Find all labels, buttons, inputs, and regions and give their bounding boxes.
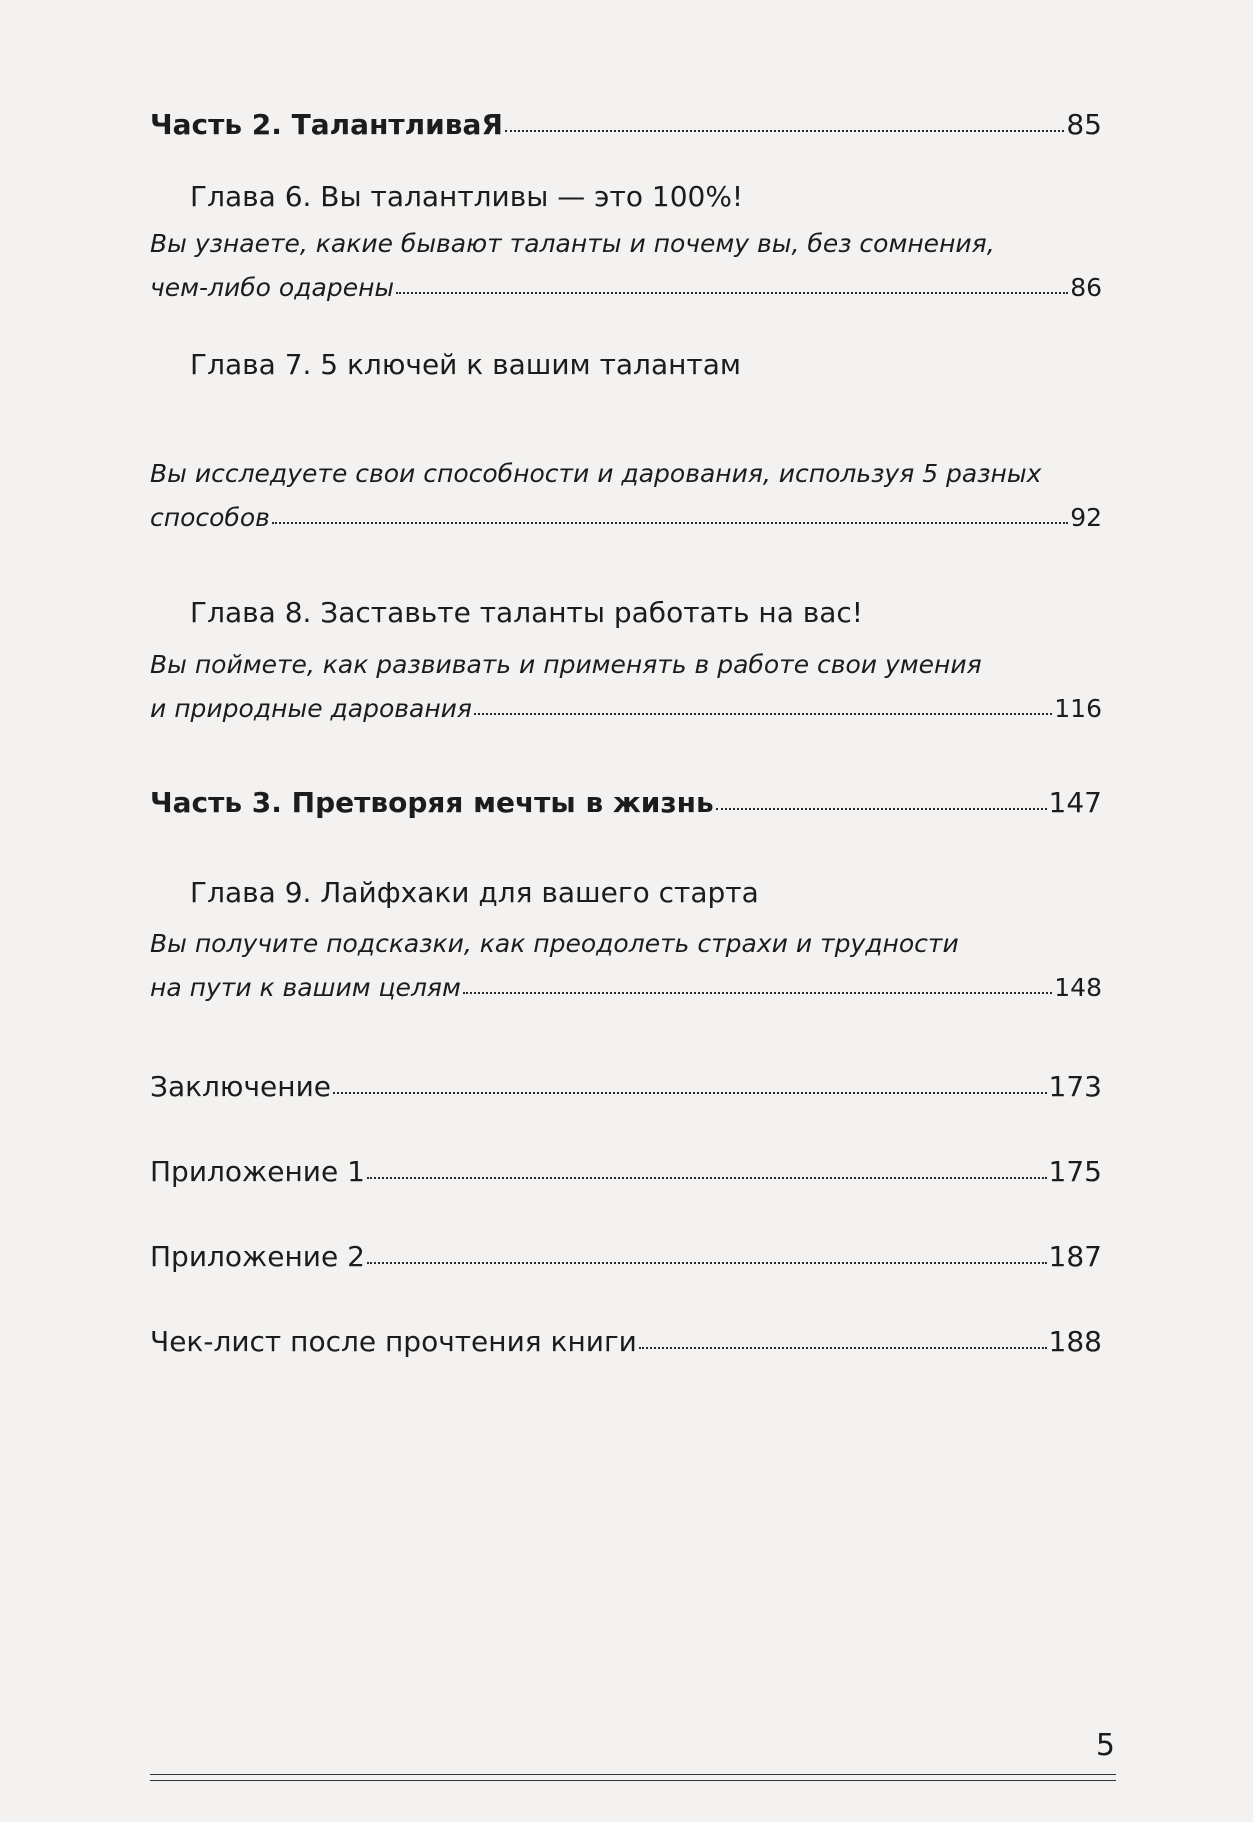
toc-appendix-2 bbox=[150, 1240, 1102, 1273]
toc-entry-page: 175 bbox=[1048, 1155, 1102, 1188]
toc-chapter-8-title bbox=[150, 596, 1142, 629]
toc-entry-page: 187 bbox=[1048, 1240, 1102, 1273]
dot-leader bbox=[396, 288, 1068, 294]
toc-desc-line: на пути к вашим целям bbox=[150, 973, 461, 1002]
toc-conclusion bbox=[150, 1070, 1102, 1103]
dot-leader bbox=[367, 1258, 1047, 1264]
toc-desc-line: способов bbox=[150, 503, 270, 532]
toc-entry-page: 85 bbox=[1066, 108, 1102, 141]
dot-leader bbox=[367, 1173, 1047, 1179]
dot-leader bbox=[463, 988, 1052, 994]
toc-entry-page: 188 bbox=[1048, 1325, 1102, 1358]
toc-chapter-6-desc bbox=[150, 222, 1102, 310]
toc-entry-title: Чек-лист после прочтения книги bbox=[150, 1325, 637, 1358]
dot-leader bbox=[716, 804, 1047, 810]
toc-entry-title: Приложение 2 bbox=[150, 1240, 365, 1273]
toc-chapter-title: Глава 9. Лайфхаки для вашего старта bbox=[190, 876, 759, 909]
toc-entry-title: Часть 2. ТалантливаЯ bbox=[150, 108, 503, 141]
dot-leader bbox=[474, 709, 1052, 715]
toc-chapter-title: Глава 8. Заставьте таланты работать на вас! bbox=[190, 596, 864, 629]
toc-desc-line: Вы исследуете свои способности и дарования, используя 5 разных bbox=[150, 459, 1042, 488]
toc-entry-page: 92 bbox=[1070, 503, 1102, 532]
toc-entry-page: 147 bbox=[1048, 786, 1102, 819]
page-number: 5 bbox=[1095, 1728, 1115, 1763]
footer-rule bbox=[150, 1774, 1116, 1775]
toc-chapter-9-desc bbox=[150, 922, 1102, 1010]
dot-leader bbox=[505, 126, 1064, 132]
toc-entry-page: 116 bbox=[1054, 694, 1102, 723]
toc-chapter-title: Глава 6. Вы талантливы — это 100%! bbox=[190, 180, 744, 213]
toc-part-3 bbox=[150, 786, 1102, 819]
dot-leader bbox=[639, 1343, 1047, 1349]
toc-appendix-1 bbox=[150, 1155, 1102, 1188]
dot-leader bbox=[333, 1088, 1047, 1094]
toc-entry-title: Заключение bbox=[150, 1070, 331, 1103]
footer-rule bbox=[150, 1780, 1116, 1781]
toc-desc-line: и природные дарования bbox=[150, 694, 472, 723]
toc-chapter-title: Глава 7. 5 ключей к вашим талантам bbox=[190, 348, 742, 381]
toc-chapter-9-title bbox=[150, 876, 1142, 909]
toc-desc-line: чем-либо одарены bbox=[150, 273, 395, 302]
toc-entry-page: 148 bbox=[1054, 973, 1102, 1002]
toc-checklist bbox=[150, 1325, 1102, 1358]
toc-chapter-8-desc bbox=[150, 643, 1102, 731]
toc-part-2 bbox=[150, 108, 1102, 141]
toc-desc-line: Вы получите подсказки, как преодолеть страхи и трудности bbox=[150, 929, 959, 958]
toc-chapter-7-desc bbox=[150, 452, 1102, 540]
toc-entry-page: 173 bbox=[1048, 1070, 1102, 1103]
toc-chapter-7-title bbox=[150, 348, 1142, 381]
toc-entry-title: Часть 3. Претворяя мечты в жизнь bbox=[150, 786, 714, 819]
toc-entry-page: 86 bbox=[1070, 273, 1102, 302]
toc-desc-line: Вы узнаете, какие бывают таланты и почему вы, без сомнения, bbox=[150, 229, 995, 258]
dot-leader bbox=[272, 518, 1068, 524]
toc-desc-line: Вы поймете, как развивать и применять в работе свои умения bbox=[150, 650, 982, 679]
toc-entry-title: Приложение 1 bbox=[150, 1155, 365, 1188]
toc-chapter-6-title bbox=[150, 180, 1142, 213]
